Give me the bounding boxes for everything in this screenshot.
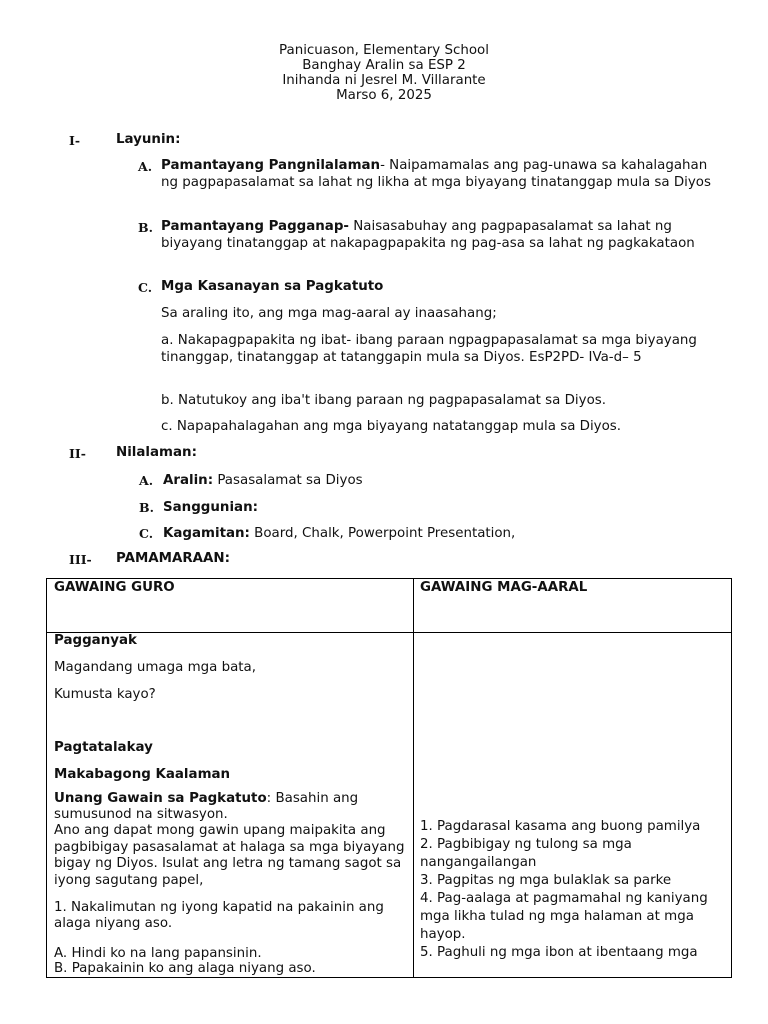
greeting-text: Magandang umaga mga bata, [54, 660, 257, 675]
lesson-plan-title: Banghay Aralin sa ESP 2 [302, 58, 466, 73]
section-2c-letter: C. [139, 526, 154, 541]
section-2a-letter: A. [139, 473, 154, 488]
student-answer-item: 2. Pagbibigay ng tulong sa mga nangangailangan [420, 837, 632, 870]
section-1b-text: Naisasabuhay ang pagpapasalamat sa lahat ng biyayang tinatanggap at nakapagpapakita ng pag-asa sa lahat ng pagkakataon [161, 219, 695, 251]
unang-gawain-title: Unang Gawain sa Pagkatuto [54, 791, 267, 806]
document-date: Marso 6, 2025 [336, 88, 432, 103]
school-name: Panicuason, Elementary School [279, 43, 489, 58]
section-3-numeral: III- [69, 552, 92, 567]
section-2a-text: Pasasalamat sa Diyos [213, 473, 363, 488]
header-gawaing-mag-aaral: GAWAING MAG-AARAL [420, 580, 588, 595]
section-3-title: PAMAMARAAN: [116, 551, 230, 566]
student-answer-item: 4. Pag-aalaga at pagmamahal ng kaniyang mga likha tulad ng mga halaman at mga hayop. [420, 891, 708, 942]
objective-b: b. Natutukoy ang iba't ibang paraan ng pagpapasalamat sa Diyos. [161, 393, 607, 408]
section-1-numeral: I- [69, 133, 81, 148]
section-1a-text: - Naipamamalas ang pag-unawa sa kahalagahan ng pagpapasalamat sa lahat ng likha at mga biyayang tinatanggap mula sa Diyos [161, 158, 711, 190]
section-2b-title: Sanggunian: [163, 500, 258, 515]
question-1: 1. Nakalimutan ng iyong kapatid na pakainin ang alaga niyang aso. [54, 900, 384, 931]
student-answer-item: 3. Pagpitas ng mga bulaklak sa parke [420, 873, 672, 888]
kumusta-text: Kumusta kayo? [54, 687, 156, 702]
section-1a-paragraph [161, 157, 721, 191]
student-answer-item: 1. Pagdarasal kasama ang buong pamilya [420, 819, 701, 834]
unang-gawain-text: : Basahin ang sumusunod na sitwasyon. [54, 791, 359, 822]
table-column-divider [413, 579, 414, 977]
student-answer-item: 5. Paghuli ng mga ibon at ibentaang mga [420, 945, 698, 960]
document-header [0, 43, 768, 103]
section-1c-intro: Sa araling ito, ang mga mag-aaral ay inaasahang; [161, 306, 497, 321]
makabagong-kaalaman-heading: Makabagong Kaalaman [54, 767, 231, 782]
section-2c-title: Kagamitan: [163, 526, 250, 541]
pagganyak-heading: Pagganyak [54, 633, 137, 648]
section-1-title: Layunin: [116, 132, 181, 147]
instruction-text: Ano ang dapat mong gawin upang maipakita ang pagbibigay pasasalamat at halaga sa mga biyayang bigay ng Diyos. Isulat ang letra ng tamang sagot sa iyong sagutang papel, [54, 823, 405, 888]
question-1-choice-a: A. Hindi ko na lang papansinin. [54, 946, 262, 961]
pagtatalakay-heading: Pagtatalakay [54, 740, 153, 755]
section-1c-letter: C. [138, 280, 153, 295]
section-2a-line [163, 472, 723, 489]
section-1b-paragraph [161, 218, 721, 252]
header-gawaing-guro: GAWAING GURO [54, 580, 175, 595]
section-2a-title: Aralin: [163, 473, 214, 488]
prepared-by: Inihanda ni Jesrel M. Villarante [282, 73, 486, 88]
student-answer-list [420, 818, 728, 962]
section-1b-letter: B. [138, 220, 153, 235]
section-1a-letter: A. [138, 159, 153, 174]
objective-a: a. Nakapagpapakita ng ibat- ibang paraan ngpagpapasalamat sa mga biyayang tinanggap, tinatanggap at tatanggapin mula sa Diyos. EsP2PD- IVa-d– 5 [161, 333, 697, 365]
question-1-choice-b: B. Papakainin ko ang alaga niyang aso. [54, 961, 316, 976]
objective-c: c. Napapahalagahan ang mga biyayang natatanggap mula sa Diyos. [161, 419, 622, 434]
section-2b-letter: B. [139, 500, 154, 515]
section-2-numeral: II- [69, 446, 86, 461]
section-2-title: Nilalaman: [116, 445, 197, 460]
unang-gawain-paragraph [54, 791, 409, 823]
section-2c-text: Board, Chalk, Powerpoint Presentation, [249, 526, 516, 541]
section-1a-title: Pamantayang Pangnilalaman [161, 158, 381, 173]
section-2c-line [163, 525, 723, 542]
section-1c-title: Mga Kasanayan sa Pagkatuto [161, 279, 384, 294]
section-1b-title: Pamantayang Pagganap- [161, 219, 349, 234]
procedure-table [46, 578, 732, 978]
